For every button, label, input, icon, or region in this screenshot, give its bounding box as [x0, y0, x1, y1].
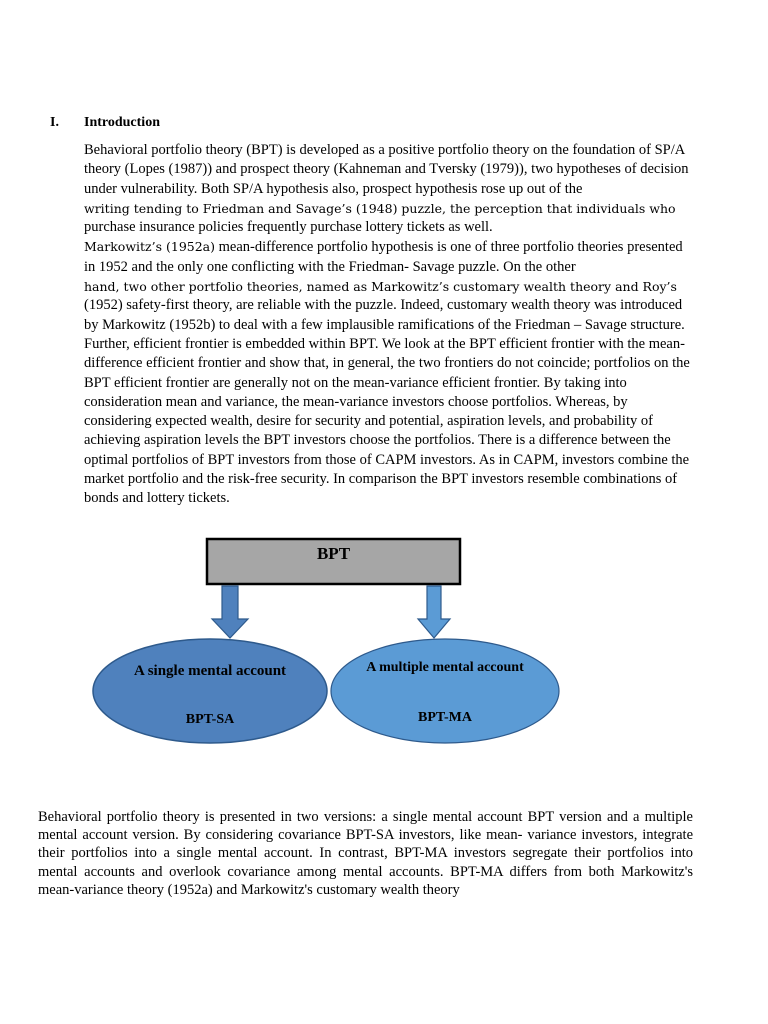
intro-p2-text-d: (1952) safety-first theory, are reliable with the puzzle. Indeed, customary wealth theory was introduced by Markowitz (1952b) to deal with a few implausible ramifications of the Friedman – Savage structure.: [84, 297, 685, 333]
bpt-ma-label: BPT-MA: [418, 710, 472, 725]
bpt-sa-label: BPT-SA: [185, 712, 235, 725]
multiple-mental-account-oval: [331, 639, 559, 743]
intro-p2-text-a: Markowitz’s (1952a): [84, 239, 216, 255]
section-title: Introduction: [84, 115, 160, 130]
intro-paragraph-2: [84, 237, 694, 277]
intro-paragraph-1-end: [84, 218, 694, 237]
right-down-arrow-icon: [418, 586, 450, 638]
intro-p3-text: Further, efficient frontier is embedded within BPT. We look at the BPT efficient frontier with the mean-difference efficient frontier and show that, in general, the two frontiers do not coincide; portfolios on the BPT efficient frontier are generally not on the mean-variance efficient frontier. By taking into consideration mean and variance, the mean-variance investors choose portfolios. Whereas, by considering expected wealth, desire for security and potential, aspiration levels, and probability of achieving aspiration levels the BPT investors choose the portfolios. There is a difference between the optimal portfolios of BPT investors from those of CAPM investors. As in CAPM, investors combine the market portfolio and the risk-free security. In comparison the BPT investors resemble combinations of bonds and lottery tickets.: [84, 335, 690, 507]
intro-body: [84, 141, 694, 509]
intro-paragraph-1-alt-line: [84, 199, 694, 218]
bpt-box-label: BPT: [316, 544, 351, 563]
intro-p1-text-a: Behavioral portfolio theory (BPT) is developed as a positive portfolio theory on the foundation of SP/A theory (Lopes (1987)) and prospect theory (Kahneman and Tversky (1979)), two hypotheses of decision under vulnerability. Both SP/A hypothesis also, prospect hypothesis rose up out of the: [84, 142, 689, 197]
section-heading: [50, 114, 160, 131]
section-number: I.: [50, 115, 59, 130]
intro-paragraph-2-end: [84, 296, 694, 335]
summary-paragraph: Behavioral portfolio theory is presented in two versions: a single mental account BPT version and a multiple mental account version. By considering covariance BPT-SA investors, like mean- variance investors, integrate their portfolios into a single mental account. In contrast, BPT-MA investors segregate their portfolios into mental accounts and overlook covariance among mental accounts. BPT-MA differs from both Markowitz's mean-variance theory (1952a) and Markowitz's customary wealth theory: [38, 809, 693, 898]
single-mental-account-oval: [93, 639, 327, 743]
single-mental-account-label: A single mental account: [133, 663, 287, 679]
intro-paragraph-2-alt-line: [84, 277, 694, 296]
intro-p2-text-c: hand, two other portfolio theories, named as Markowitz’s customary wealth theory and Roy’s: [84, 279, 677, 295]
left-down-arrow-icon: [212, 586, 248, 638]
bpt-diagram: [80, 535, 600, 765]
multiple-mental-account-label: A multiple mental account: [366, 660, 524, 675]
intro-p1-text-b: writing tending to Friedman and Savage’s (1948) puzzle, the perception that individuals who: [84, 200, 676, 216]
intro-p1-text-c: purchase insurance policies frequently purchase lottery tickets as well.: [84, 219, 493, 236]
intro-paragraph-1: [84, 141, 694, 199]
bpt-diagram-shapes: [80, 535, 600, 765]
intro-paragraph-3: [84, 335, 694, 509]
intro-p2-text-b: mean-difference portfolio hypothesis is one of three portfolio theories presented in 1952 and the only one conflicting with the Friedman- Savage puzzle. On the other: [84, 239, 683, 275]
